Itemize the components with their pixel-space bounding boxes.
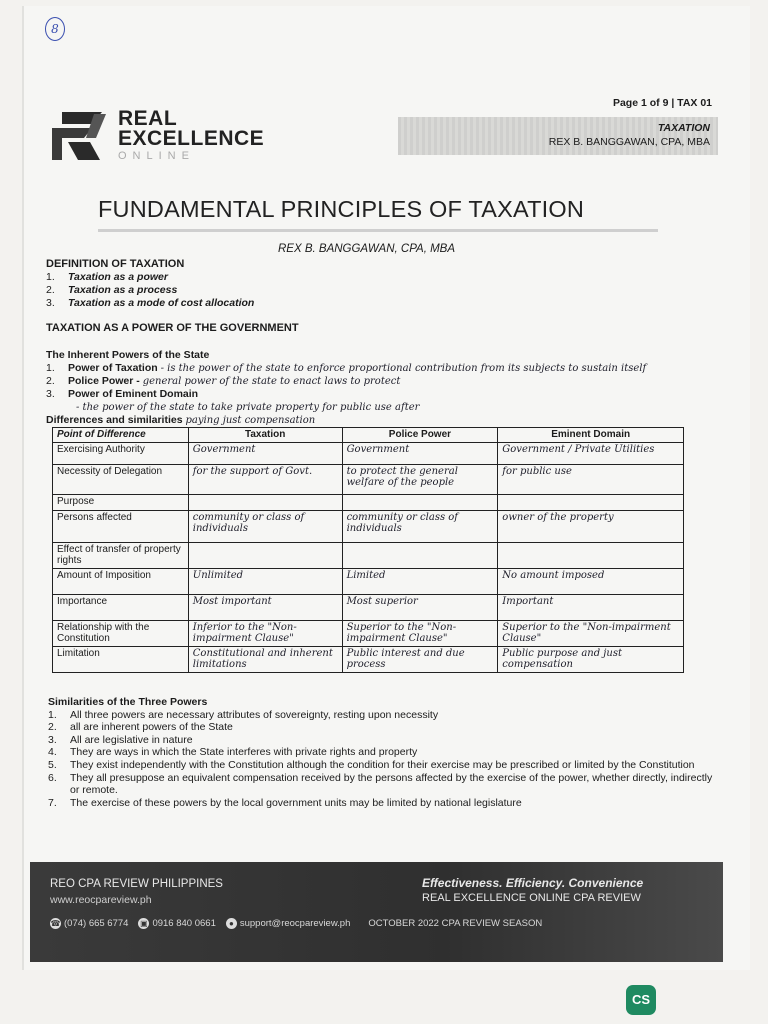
table-cell — [342, 494, 498, 510]
table-row — [53, 594, 684, 620]
footer-org: REO CPA REVIEW PHILIPPINES — [50, 878, 223, 890]
table-cell — [342, 542, 498, 568]
footer-slogan: Effectiveness. Efficiency. Convenience — [422, 876, 644, 890]
list-item: 1. Power of Taxation - is the power of the state to enforce proportional contribution from its subjects to sustain itself — [46, 362, 647, 374]
table-cell: Superior to the "Non-impairment Clause" — [342, 620, 498, 646]
table-cell: Necessity of Delegation — [53, 464, 189, 494]
table-cell — [498, 542, 684, 568]
table-cell: Purpose — [53, 494, 189, 510]
eminent-note: - the power of the state to take private property for public use after — [76, 402, 420, 413]
table-cell: Constitutional and inherent limitations — [188, 646, 342, 672]
table-cell: community or class of individuals — [188, 510, 342, 542]
table-cell: to protect the general welfare of the people — [342, 464, 498, 494]
inherent-powers-list — [46, 362, 726, 427]
table-row — [53, 494, 684, 510]
table-cell: for public use — [498, 464, 684, 494]
list-item: 7. The exercise of these powers by the local government units may be limited by national legislature — [48, 796, 522, 809]
table-cell: Government — [188, 442, 342, 464]
mobile-icon: ▣ — [140, 919, 148, 928]
table-header-row — [53, 428, 684, 443]
table-row — [53, 568, 684, 594]
table-cell: Government — [342, 442, 498, 464]
definition-list — [46, 271, 446, 310]
table-cell: Inferior to the "Non-impairment Clause" — [188, 620, 342, 646]
power-heading: TAXATION AS A POWER OF THE GOVERNMENT — [46, 322, 299, 334]
page-footer — [30, 862, 723, 962]
differences-table — [52, 427, 684, 673]
list-item: 2. Police Power - general power of the state to enact laws to protect — [46, 375, 401, 387]
logo-mark-icon — [48, 108, 110, 164]
list-item: 6. They all presuppose an equivalent compensation received by the persons affected by the exercise of the power, whether directly, indirectly or remote. — [48, 771, 713, 797]
footer-season: OCTOBER 2022 CPA REVIEW SEASON — [368, 918, 543, 929]
table-cell: Exercising Authority — [53, 442, 189, 464]
page-number: Page 1 of 9 | TAX 01 — [612, 97, 712, 109]
table-cell: Persons affected — [53, 510, 189, 542]
definition-heading: DEFINITION OF TAXATION — [46, 258, 185, 270]
table-cell: Unlimited — [188, 568, 342, 594]
similarities-heading: Similarities of the Three Powers — [48, 696, 208, 708]
logo-text-line1: REAL — [118, 107, 178, 130]
table-cell: Amount of Imposition — [53, 568, 189, 594]
list-item: 3. Taxation as a mode of cost allocation — [46, 297, 255, 309]
email-contact: ● support@reocpareview.ph — [226, 918, 351, 929]
list-item: 2. all are inherent powers of the State — [48, 721, 233, 734]
logo-text-line3: ONLINE — [118, 150, 195, 162]
header-band — [398, 117, 718, 155]
column-header: Eminent Domain — [498, 428, 684, 443]
list-item: 3. All are legislative in nature — [48, 733, 193, 746]
list-item: 4. They are ways in which the State interferes with private rights and property — [48, 746, 418, 759]
list-item: 1. All three powers are necessary attributes of sovereignty, resting upon necessity — [48, 708, 439, 721]
table-cell: Important — [498, 594, 684, 620]
table-cell: Superior to the "Non-impairment Clause" — [498, 620, 684, 646]
column-header: Taxation — [188, 428, 342, 443]
differences-label-row: Differences and similarities paying just compensation — [46, 414, 316, 426]
table-cell: Public purpose and just compensation — [498, 646, 684, 672]
band-subject: TAXATION — [657, 122, 710, 134]
table-cell — [498, 494, 684, 510]
table-row — [53, 510, 684, 542]
table-cell: Importance — [53, 594, 189, 620]
table-cell: Limited — [342, 568, 498, 594]
page-title: FUNDAMENTAL PRINCIPLES OF TAXATION — [98, 196, 585, 222]
table-cell: Limitation — [53, 646, 189, 672]
table-cell: No amount imposed — [498, 568, 684, 594]
table-cell: community or class of individuals — [342, 510, 498, 542]
table-row — [53, 464, 684, 494]
column-header: Point of Difference — [53, 428, 189, 443]
table-row — [53, 620, 684, 646]
mobile-contact: ▣ 0916 840 0661 — [140, 918, 216, 929]
column-header: Police Power — [342, 428, 498, 443]
table-cell: Most superior — [342, 594, 498, 620]
email-icon: ● — [226, 918, 237, 929]
phone-icon: ☎ — [50, 919, 61, 928]
footer-brand: REAL EXCELLENCE ONLINE CPA REVIEW — [422, 892, 641, 904]
table-cell: owner of the property — [498, 510, 684, 542]
footer-website: www.reocpareview.ph — [50, 894, 152, 906]
table-cell: Effect of transfer of property rights — [53, 542, 189, 568]
brand-logo — [48, 108, 308, 168]
footer-contacts — [50, 918, 710, 929]
inherent-powers-heading: The Inherent Powers of the State — [46, 349, 210, 361]
table-row — [53, 646, 684, 672]
page-circle-mark: 8 — [45, 17, 65, 41]
camscanner-badge-icon: CS — [626, 985, 656, 1015]
list-item: 3. Power of Eminent Domain — [46, 388, 199, 400]
table-cell: for the support of Govt. — [188, 464, 342, 494]
table-cell — [188, 542, 342, 568]
table-cell: Public interest and due process — [342, 646, 498, 672]
list-item: 1. Taxation as a power — [46, 271, 168, 283]
list-item: 5. They exist independently with the Constitution although the condition for their exercise may be prescribed or limited by the Constitution — [48, 758, 695, 771]
phone-contact: ☎ (074) 665 6774 — [50, 918, 129, 929]
table-cell: Relationship with the Constitution — [53, 620, 189, 646]
table-cell: Most important — [188, 594, 342, 620]
table-row — [53, 442, 684, 464]
author-line: REX B. BANGGAWAN, CPA, MBA — [278, 243, 456, 255]
table-cell — [188, 494, 342, 510]
band-author: REX B. BANGGAWAN, CPA, MBA — [548, 136, 710, 148]
table-row — [53, 542, 684, 568]
title-divider — [98, 229, 658, 232]
table-cell: Government / Private Utilities — [498, 442, 684, 464]
list-item: 2. Taxation as a process — [46, 284, 178, 296]
similarities-section — [48, 696, 718, 809]
logo-text-line2: EXCELLENCE — [118, 127, 265, 150]
